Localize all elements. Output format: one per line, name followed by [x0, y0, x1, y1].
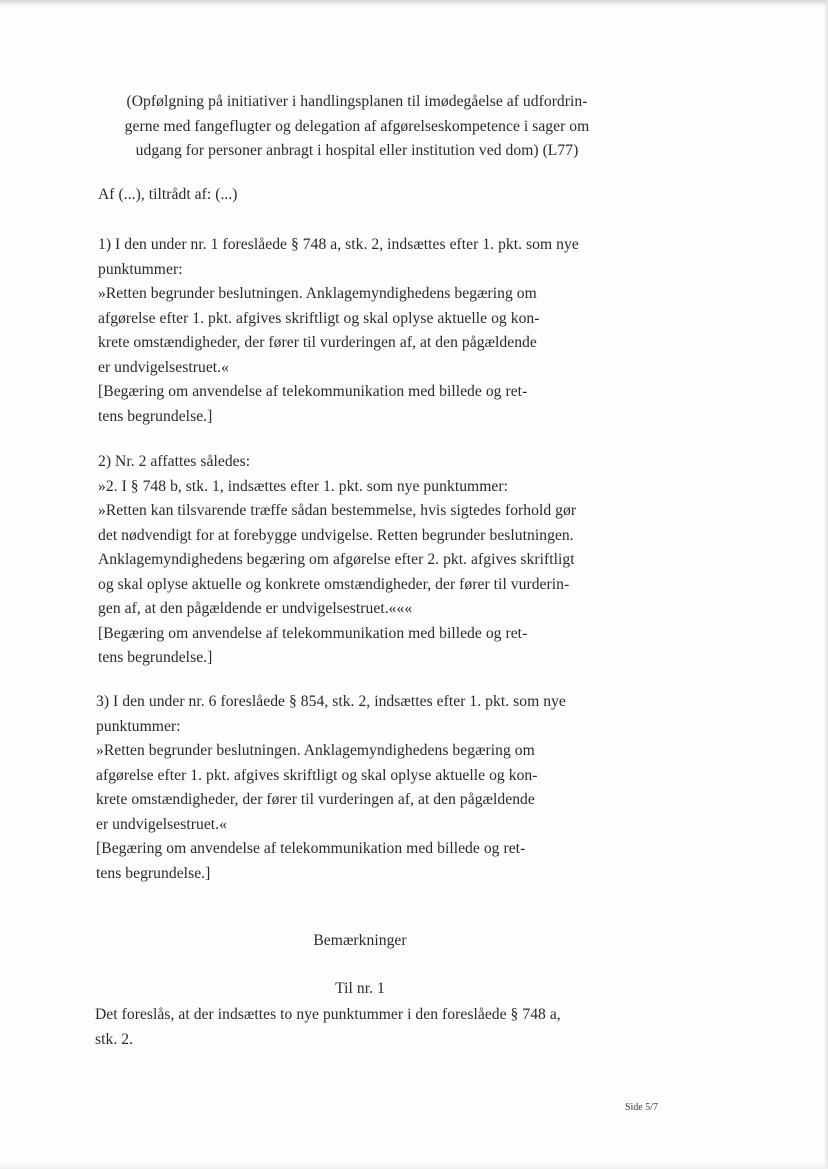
- amendment-2-note-line: tens begrundelse.]: [98, 649, 213, 666]
- amendment-2-line: »Retten kan tilsvarende træffe sådan bestemmelse, hvis sigtedes forhold gør: [98, 502, 577, 519]
- amendment-2-note-line: [Begæring om anvendelse af telekommunikation med billede og ret-: [98, 624, 528, 642]
- scan-edge-bottom: [0, 1161, 828, 1169]
- amendment-intro: [100, 90, 614, 164]
- intro-line-1: (Opfølgning på initiativer i handlingsplanen til imødegåelse af udfordrin-: [126, 93, 588, 110]
- remarks-text-line: Det foreslås, at der indsættes to nye punktummer i den foreslåede § 748 a,: [95, 1006, 561, 1023]
- amendment-1: [98, 233, 579, 429]
- byline: Af (...), tiltrådt af: (...): [98, 186, 238, 203]
- amendment-3-line: afgørelse efter 1. pkt. afgives skriftligt og skal oplyse aktuelle og kon-: [96, 766, 538, 784]
- remarks-text-line: stk. 2.: [95, 1030, 134, 1048]
- amendment-3: [96, 690, 566, 886]
- amendment-2-line: og skal oplyse aktuelle og konkrete omstændigheder, der fører til vurderin-: [98, 575, 570, 593]
- amendment-1-line: punktummer:: [98, 260, 183, 278]
- amendment-3-note-line: [Begæring om anvendelse af telekommunikation med billede og ret-: [96, 840, 526, 857]
- intro-line-2: gerne med fangeflugter og delegation af afgørelseskompetence i sager om: [124, 117, 590, 135]
- amendment-1-line: 1) I den under nr. 1 foreslåede § 748 a, stk. 2, indsættes efter 1. pkt. som nye: [98, 236, 579, 253]
- intro-line-3: udgang for personer anbragt i hospital eller institution ved dom) (L77): [135, 142, 579, 159]
- amendment-1-line: afgørelse efter 1. pkt. afgives skriftligt og skal oplyse aktuelle og kon-: [98, 309, 540, 327]
- amendment-1-note-line: tens begrundelse.]: [98, 407, 213, 425]
- remarks-heading: Bemærkninger: [313, 932, 407, 949]
- amendment-1-note-line: [Begæring om anvendelse af telekommunikation med billede og ret-: [98, 383, 528, 400]
- page-number: Side 5/7: [624, 1102, 658, 1113]
- remarks-subheading: Til nr. 1: [335, 980, 385, 997]
- amendment-2-line: »2. I § 748 b, stk. 1, indsættes efter 1. pkt. som nye punktummer:: [98, 477, 509, 495]
- amendment-3-line: »Retten begrunder beslutningen. Anklagemyndighedens begæring om: [96, 742, 535, 759]
- amendment-2-line: det nødvendigt for at forebygge undvigelse. Retten begrunder beslutningen.: [98, 526, 574, 544]
- amendment-1-line: »Retten begrunder beslutningen. Anklagemyndighedens begæring om: [98, 285, 537, 302]
- amendment-3-note-line: tens begrundelse.]: [96, 864, 211, 882]
- scan-edge-top: [0, 0, 828, 6]
- amendment-3-line: 3) I den under nr. 6 foreslåede § 854, stk. 2, indsættes efter 1. pkt. som nye: [96, 693, 566, 710]
- amendment-2: [98, 450, 576, 671]
- amendment-2-line: gen af, at den pågældende er undvigelsestruet.«««: [98, 600, 413, 617]
- amendment-2-line: 2) Nr. 2 affattes således:: [98, 453, 251, 470]
- amendment-2-line: Anklagemyndighedens begæring om afgørelse efter 2. pkt. afgives skriftligt: [98, 551, 575, 568]
- amendment-1-line: er undvigelsestruet.«: [98, 358, 229, 376]
- amendment-3-line: punktummer:: [96, 717, 181, 735]
- amendment-1-line: krete omstændigheder, der fører til vurderingen af, at den pågældende: [98, 334, 537, 351]
- scan-edge-right: [824, 0, 828, 1169]
- amendment-3-line: krete omstændigheder, der fører til vurderingen af, at den pågældende: [96, 791, 535, 808]
- remarks-text: [95, 1003, 561, 1052]
- amendment-3-line: er undvigelsestruet.«: [96, 815, 227, 833]
